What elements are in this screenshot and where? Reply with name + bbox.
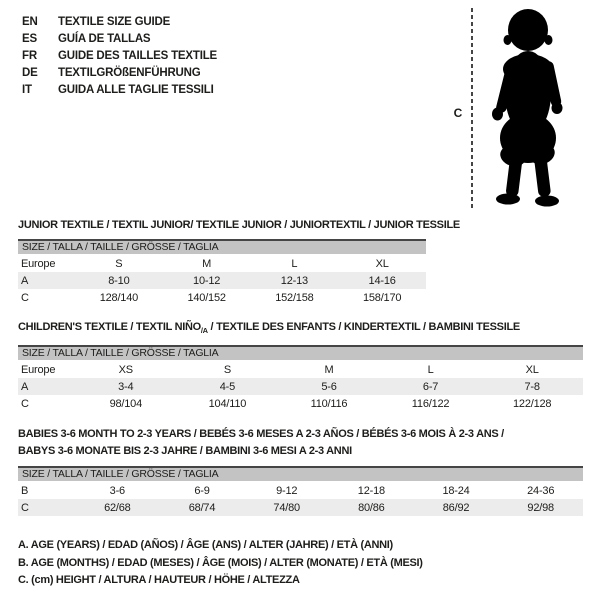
children-size-table [18, 345, 583, 412]
row-label: C [21, 501, 29, 514]
language-row [22, 81, 217, 98]
guide-title: GUÍA DE TALLAS [58, 32, 151, 45]
size-cell: 5-6 [321, 380, 337, 393]
toddler-silhouette-image [480, 5, 580, 210]
size-cell: 104/110 [208, 397, 247, 410]
size-cell: 152/158 [275, 291, 314, 304]
size-cell: 68/74 [188, 501, 216, 514]
size-cell: 3-4 [118, 380, 134, 393]
size-cell: 7-8 [524, 380, 540, 393]
size-cell: 12-18 [357, 484, 385, 497]
title-segment: CHILDREN'S TEXTILE / TEXTIL NIÑO [18, 321, 201, 333]
size-cell: 80/86 [358, 501, 385, 514]
language-code: IT [22, 83, 32, 96]
guide-title: TEXTILGRÖßENFÜHRUNG [58, 66, 201, 79]
language-title-list [22, 13, 217, 98]
size-header-bar: SIZE / TALLA / TAILLE / GRÖSSE / TAGLIA [18, 347, 583, 360]
size-cell: 62/68 [104, 501, 131, 514]
table-row [18, 289, 426, 306]
language-row [22, 64, 217, 81]
size-cell: 140/152 [187, 291, 226, 304]
size-cell: 92/98 [527, 501, 554, 514]
row-label: A [21, 274, 29, 287]
title-segment: BABIES 3-6 MONTH TO 2-3 YEARS / BEBÉS 3-6 MESES A 2-3 AÑOS / BÉBÉS 3-6 MOIS À 2-3 ANS / [18, 428, 504, 440]
babies-table-title [18, 426, 504, 460]
language-row [22, 13, 217, 30]
language-code: ES [22, 32, 37, 45]
size-cell: 122/128 [512, 397, 552, 410]
size-cell: 10-12 [193, 274, 221, 287]
row-label: B [21, 484, 29, 497]
measurement-legend [18, 537, 423, 590]
row-label: A [21, 380, 29, 393]
size-cell: M [202, 257, 212, 270]
table-row [18, 378, 583, 395]
guide-title: GUIDA ALLE TAGLIE TESSILI [58, 83, 214, 96]
table-row [18, 272, 426, 289]
height-measure-dashed-line [471, 8, 473, 211]
size-cell: L [427, 363, 434, 376]
row-label: C [21, 291, 29, 304]
size-cell: 98/104 [109, 397, 143, 410]
row-label: Europe [21, 363, 56, 376]
size-cell: 116/122 [411, 397, 450, 410]
legend-line-c: C. (cm) HEIGHT / ALTURA / HAUTEUR / HÖHE / ALTEZZA [18, 574, 300, 586]
language-code: DE [22, 66, 38, 79]
size-header-bar: SIZE / TALLA / TAILLE / GRÖSSE / TAGLIA [18, 241, 426, 254]
guide-title: GUIDE DES TAILLES TEXTILE [58, 49, 217, 62]
size-header-bar: SIZE / TALLA / TAILLE / GRÖSSE / TAGLIA [18, 468, 583, 481]
language-row [22, 47, 217, 64]
size-cell: XS [118, 363, 133, 376]
table-row [18, 482, 583, 499]
table-row [18, 395, 583, 412]
language-code: FR [22, 49, 37, 62]
size-cell: 158/170 [362, 291, 402, 304]
title-segment: /A [200, 326, 208, 336]
size-cell: XL [375, 257, 389, 270]
title-segment: BABYS 3-6 MONATE BIS 2-3 JAHRE / BAMBINI 3-6 MESI A 2-3 ANNI [18, 445, 352, 457]
junior-size-table [18, 239, 426, 306]
legend-line-b: B. AGE (MONTHS) / EDAD (MESES) / ÂGE (MOIS) / ALTER (MONATE) / ETÀ (MESI) [18, 556, 423, 569]
table-row [18, 255, 426, 272]
size-cell: 86/92 [442, 501, 470, 514]
size-cell: 14-16 [368, 274, 396, 287]
size-cell: 9-12 [276, 484, 298, 497]
children-table-title [18, 319, 520, 339]
language-code: EN [22, 15, 38, 28]
legend-line-a: A. AGE (YEARS) / EDAD (AÑOS) / ÂGE (ANS) / ALTER (JAHRE) / ETÀ (ANNI) [18, 539, 393, 551]
size-cell: S [223, 363, 231, 376]
table-body [18, 361, 583, 412]
language-row [22, 30, 217, 47]
size-cell: 6-7 [422, 380, 439, 393]
row-label: Europe [21, 257, 56, 270]
table-body [18, 255, 426, 306]
size-cell: 24-36 [527, 484, 555, 497]
title-segment: JUNIOR TEXTILE / TEXTIL JUNIOR/ TEXTILE JUNIOR / JUNIORTEXTIL / JUNIOR TESSILE [18, 219, 460, 231]
size-cell: 128/140 [99, 291, 139, 304]
height-measure-label: C [453, 106, 463, 120]
guide-title: TEXTILE SIZE GUIDE [58, 15, 171, 28]
size-cell: 12-13 [280, 274, 308, 287]
title-segment: / TEXTILE DES ENFANTS / KINDERTEXTIL / BAMBINI TESSILE [207, 321, 520, 333]
size-cell: 4-5 [219, 380, 236, 393]
table-row [18, 361, 583, 378]
babies-size-table [18, 466, 583, 516]
size-cell: XL [525, 363, 539, 376]
size-cell: 74/80 [273, 501, 300, 514]
table-row [18, 499, 583, 516]
size-cell: 18-24 [442, 484, 470, 497]
size-cell: 110/116 [310, 397, 348, 410]
size-cell: 8-10 [108, 274, 130, 287]
size-cell: 3-6 [109, 484, 125, 497]
size-cell: S [115, 257, 123, 270]
size-cell: 6-9 [194, 484, 210, 497]
row-label: C [21, 397, 29, 410]
size-cell: L [291, 257, 298, 270]
table-body [18, 482, 583, 516]
size-cell: M [324, 363, 334, 376]
junior-table-title [18, 217, 460, 234]
